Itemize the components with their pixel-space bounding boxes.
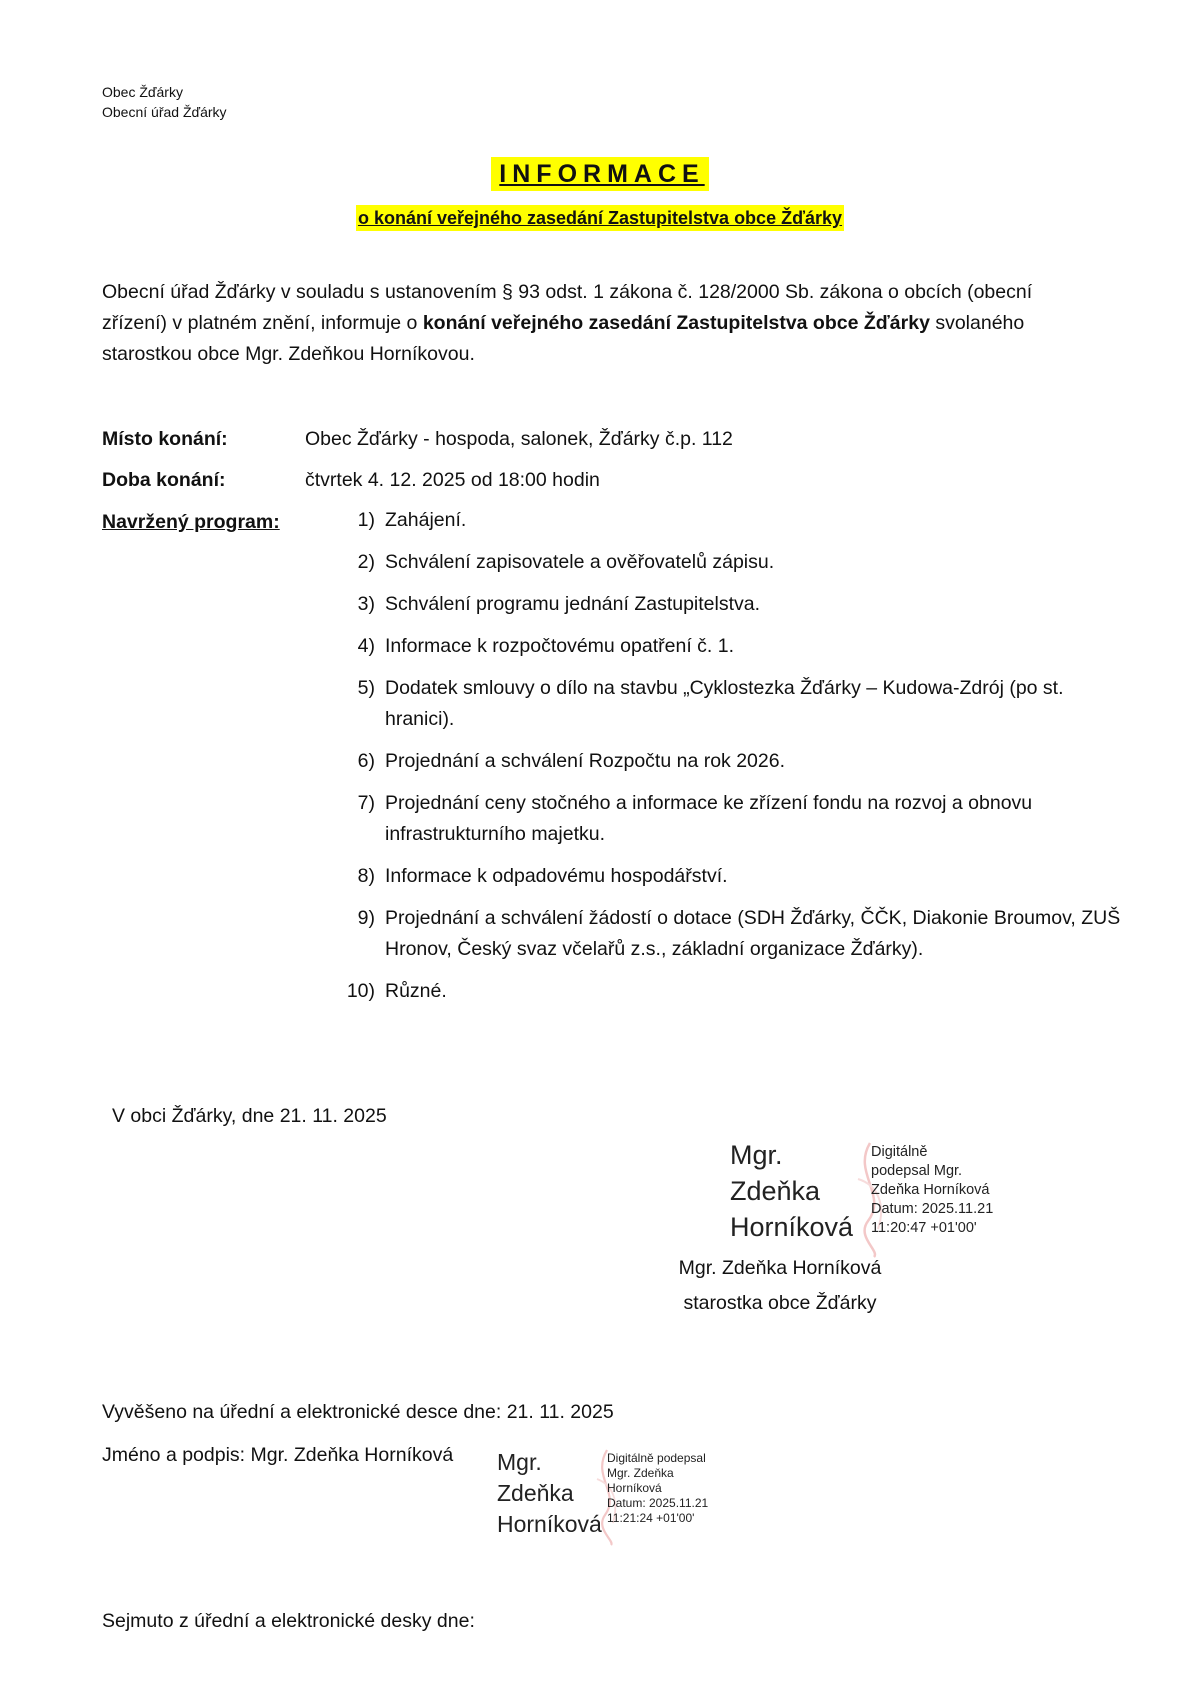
- program-item-number: 3): [357, 593, 375, 615]
- signature-info-line: Datum: 2025.11.21: [871, 1201, 994, 1217]
- program-item-number: 10): [346, 980, 375, 1002]
- program-item-text: Projednání ceny stočného a informace ke zřízení fondu na rozvoj a obnovu infrastrukturního majetku.: [385, 792, 1033, 845]
- page-title: INFORMACE: [491, 157, 708, 191]
- program-list: [335, 505, 1125, 1018]
- place-value: Obec Žďárky - hospoda, salonek, Žďárky č.p. 112: [305, 428, 733, 450]
- program-item: [335, 861, 1125, 892]
- signature-info-line: Datum: 2025.11.21: [607, 1496, 709, 1510]
- program-item-number: 1): [357, 509, 375, 531]
- program-item-text: Informace k odpadovému hospodářství.: [385, 865, 728, 887]
- signatory-name: Mgr. Zdeňka Horníková: [678, 1257, 882, 1279]
- program-item-text: Různé.: [385, 980, 447, 1002]
- program-item: [335, 505, 1125, 536]
- signature-info-line: Digitálně: [871, 1144, 928, 1160]
- program-item: [335, 589, 1125, 620]
- signature-info-line: 11:21:24 +01'00': [607, 1511, 695, 1525]
- signature-info-line: Mgr. Zdeňka: [607, 1466, 674, 1480]
- program-item: [335, 547, 1125, 578]
- signature-info-line: Digitálně podepsal: [607, 1451, 706, 1465]
- posted-date: Vyvěšeno na úřední a elektronické desce dne: 21. 11. 2025: [102, 1401, 614, 1423]
- program-item: [335, 976, 1125, 1007]
- signature-info-line: podepsal Mgr.: [871, 1163, 963, 1179]
- signature-name-line: Mgr.: [730, 1140, 783, 1170]
- program-item-text: Projednání a schválení Rozpočtu na rok 2026.: [385, 750, 786, 772]
- time-label: Doba konání:: [102, 469, 226, 491]
- program-item-number: 9): [357, 907, 375, 929]
- intro-text-bold: konání veřejného zasedání Zastupitelstva obce Žďárky: [422, 312, 930, 334]
- removed-date: Sejmuto z úřední a elektronické desky dne:: [102, 1610, 475, 1632]
- program-item-number: 6): [357, 750, 375, 772]
- signature-info-line: 11:20:47 +01'00': [871, 1220, 977, 1236]
- program-item-text: Informace k rozpočtovému opatření č. 1.: [385, 635, 735, 657]
- program-item-text: Schválení programu jednání Zastupitelstva.: [385, 593, 761, 615]
- signature-name-line: Zdeňka: [730, 1176, 821, 1206]
- subtitle-container: [0, 205, 1200, 231]
- program-item-text: Dodatek smlouvy o dílo na stavbu „Cyklostezka Žďárky – Kudowa-Zdrój (po st. hranici).: [385, 677, 1064, 730]
- signature-name-line: Horníková: [730, 1212, 854, 1242]
- signature-name-block: [730, 1137, 853, 1245]
- org-name: Obec Žďárky: [102, 84, 183, 100]
- program-item: [335, 631, 1125, 662]
- program-item-number: 8): [357, 865, 375, 887]
- digital-signature: [730, 1137, 1060, 1257]
- office-name: Obecní úřad Žďárky: [102, 104, 227, 120]
- signature-info-block: [607, 1451, 708, 1526]
- signatory-block: [0, 1254, 1200, 1317]
- signature-name-line: Mgr.: [497, 1449, 542, 1475]
- program-item-number: 4): [357, 635, 375, 657]
- signature-name-block: [497, 1447, 602, 1540]
- program-item-text: Projednání a schválení žádostí o dotace (SDH Žďárky, ČČK, Diakonie Broumov, ZUŠ Hronov, Český svaz včelařů z.s., základní organizace Žďárky).: [385, 907, 1121, 960]
- program-item: [335, 788, 1125, 850]
- digital-signature-small: [497, 1447, 757, 1547]
- intro-text-2: svolaného starostkou obce Mgr. Zdeňkou Horníkovou.: [102, 312, 1025, 365]
- time-value: čtvrtek 4. 12. 2025 od 18:00 hodin: [305, 469, 600, 491]
- signature-info-line: Zdeňka Horníková: [871, 1182, 990, 1198]
- program-item-text: Schválení zapisovatele a ověřovatelů zápisu.: [385, 551, 775, 573]
- program-item-number: 2): [357, 551, 375, 573]
- program-item: [335, 903, 1125, 965]
- signatory-role: starostka obce Žďárky: [683, 1292, 877, 1314]
- place-date: V obci Žďárky, dne 21. 11. 2025: [112, 1105, 387, 1127]
- program-item-text: Zahájení.: [385, 509, 467, 531]
- intro-text-1: Obecní úřad Žďárky v souladu s ustanovením § 93 odst. 1 zákona č. 128/2000 Sb. zákona o obcích (obecní zřízení) v platném znění, informuje o: [102, 281, 1033, 334]
- title-container: [0, 157, 1200, 191]
- program-item: [335, 673, 1125, 735]
- program-item: [335, 746, 1125, 777]
- program-item-number: 7): [357, 792, 375, 814]
- name-sign-label: Jméno a podpis: Mgr. Zdeňka Horníková: [102, 1444, 454, 1466]
- place-label: Místo konání:: [102, 428, 228, 450]
- signature-info-block: [871, 1143, 993, 1238]
- signature-name-line: Zdeňka: [497, 1480, 574, 1506]
- intro-paragraph: [102, 277, 1102, 370]
- signature-name-line: Horníková: [497, 1511, 602, 1537]
- signature-info-line: Horníková: [607, 1481, 662, 1495]
- page-subtitle: o konání veřejného zasedání Zastupitelstva obce Žďárky: [356, 205, 844, 231]
- program-label: Navržený program:: [102, 511, 280, 533]
- program-item-number: 5): [357, 677, 375, 699]
